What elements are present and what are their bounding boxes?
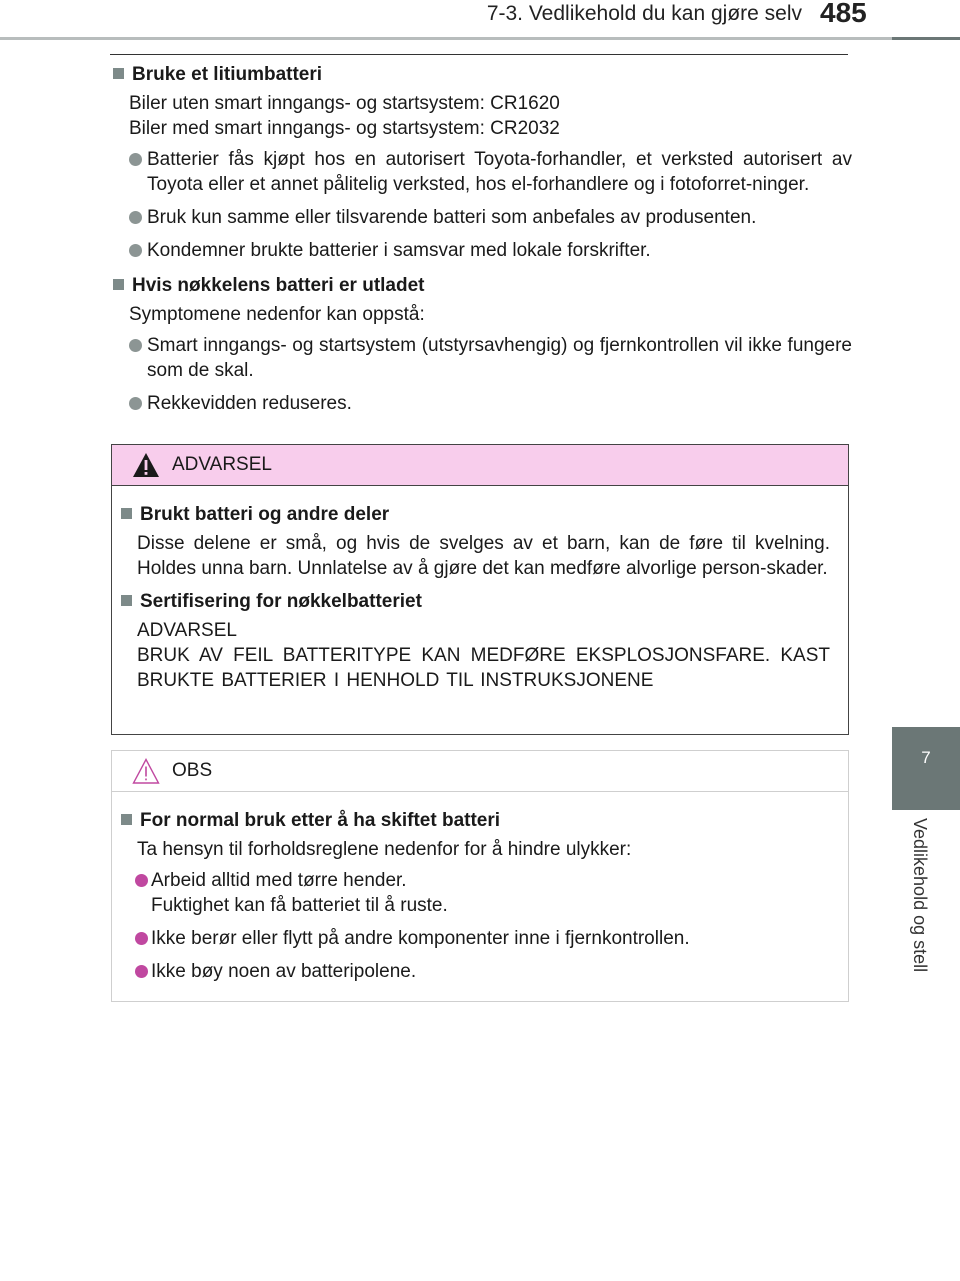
section-heading-dead-battery: Hvis nøkkelens batteri er utladet [110,271,852,300]
list-item: Rekkevidden reduseres. [110,391,852,416]
section-title: 7-3. Vedlikehold du kan gjøre selv [486,2,802,25]
warning-heading-certification: Sertifisering for nøkkelbatteriet [118,587,830,616]
list-item: Arbeid alltid med tørre hender. Fuktighet kan få batteriet til å ruste. [118,868,830,918]
circle-bullet-icon [129,244,142,257]
warning-box [111,444,849,735]
battery-line-1: Biler uten smart inngangs- og startsystem: CR1620 [129,93,560,114]
warning-certification-text: BRUK AV FEIL BATTERITYPE KAN MEDFØRE EKSPLOSJONSFARE. KAST BRUKTE BATTERIER I HENHOLD TIL INSTRUKSJONENE [137,645,830,691]
warning-label: ADVARSEL [172,454,272,475]
header-rule [0,37,892,40]
circle-bullet-icon [135,874,148,887]
square-bullet-icon [121,508,132,519]
list-item: Ikke berør eller flytt på andre komponenter inne i fjernkontrollen. [118,926,830,951]
circle-bullet-icon [129,397,142,410]
square-bullet-icon [113,279,124,290]
notice-box [111,750,849,1002]
page-number: 485 [820,0,867,28]
warning-used-battery-text: Disse delene er små, og hvis de svelges av et barn, kan de føre til kvelning. Holdes unna barn. Unnlatelse av å gjøre det kan medføre alvorlige person-skader. [137,533,830,579]
main-content [110,60,852,424]
list-item: Ikke bøy noen av batteripolene. [118,959,830,984]
battery-type-info [110,91,852,141]
notice-box-body [112,792,848,1004]
notice-label: OBS [172,760,213,781]
section-heading-battery-type: Bruke et litiumbatteri [110,60,852,89]
warning-heading-used-battery: Brukt batteri og andre deler [118,500,830,529]
notice-intro: Ta hensyn til forholdsreglene nedenfor for å hindre ulykker: [137,839,632,860]
circle-bullet-icon [129,339,142,352]
notice-heading: For normal bruk etter å ha skiftet batteri [118,806,830,835]
warning-box-header [112,445,848,486]
dead-battery-intro: Symptomene nedenfor kan oppstå: [129,304,425,325]
notice-box-header [112,751,848,792]
circle-bullet-icon [129,211,142,224]
list-item: Batterier fås kjøpt hos en autorisert Toyota-forhandler, et verksted autorisert av Toyota eller et annet pålitelig verksted, hos el-forhandlere og i fotoforret-ninger. [110,147,852,197]
circle-bullet-icon [135,932,148,945]
warning-certification-label: ADVARSEL [137,620,237,641]
chapter-label: Vedlikehold og stell [910,818,930,973]
warning-box-body [112,486,848,711]
list-item: Smart inngangs- og startsystem (utstyrsavhengig) og fjernkontrollen vil ikke fungere som de skal. [110,333,852,383]
square-bullet-icon [121,595,132,606]
chapter-tab [892,727,960,810]
circle-bullet-icon [135,965,148,978]
header-rule-accent [892,37,960,40]
chapter-number: 7 [921,748,931,767]
content-divider [110,54,848,55]
caution-triangle-icon [132,758,160,784]
warning-triangle-icon [132,452,160,478]
battery-line-2: Biler med smart inngangs- og startsystem: CR2032 [129,118,560,139]
square-bullet-icon [121,814,132,825]
list-item: Bruk kun samme eller tilsvarende batteri som anbefales av produsenten. [110,205,852,230]
circle-bullet-icon [129,153,142,166]
square-bullet-icon [113,68,124,79]
list-item: Kondemner brukte batterier i samsvar med lokale forskrifter. [110,238,852,263]
